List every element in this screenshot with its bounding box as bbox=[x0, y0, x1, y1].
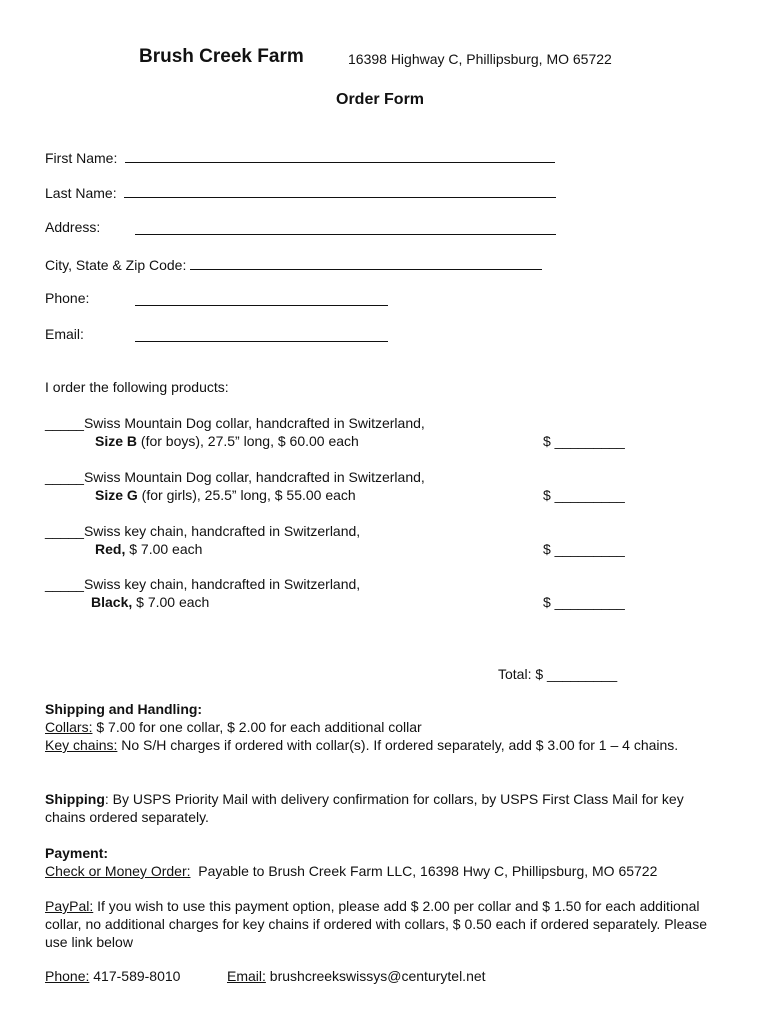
contact-email bbox=[227, 968, 486, 984]
address-field[interactable] bbox=[135, 220, 556, 235]
farm-address: 16398 Highway C, Phillipsburg, MO 65722 bbox=[348, 51, 612, 67]
product-variant: Red, bbox=[95, 541, 126, 557]
product-price-text: $ 7.00 each bbox=[132, 594, 210, 610]
first-name-field[interactable] bbox=[125, 148, 555, 163]
product-variant: Black, bbox=[91, 594, 133, 610]
paypal-section bbox=[45, 897, 715, 951]
product-description: Swiss key chain, handcrafted in Switzerland, bbox=[83, 576, 361, 592]
paypal-text: If you wish to use this payment option, please add $ 2.00 per collar and $ 1.50 for each additional collar, no additional charges for key chains if ordered with collars, $ 0.50 each if ordered separately. Please use link below bbox=[45, 898, 707, 950]
product-description: Swiss key chain, handcrafted in Switzerland, bbox=[83, 523, 361, 539]
collars-text: $ 7.00 for one collar, $ 2.00 for each additional collar bbox=[92, 719, 422, 735]
last-name-field[interactable] bbox=[124, 183, 556, 198]
quantity-blank[interactable]: _____ bbox=[45, 469, 84, 485]
check-label: Check or Money Order: bbox=[45, 863, 191, 879]
product-variant: Size G bbox=[95, 487, 138, 503]
payment-section bbox=[45, 844, 715, 880]
product-description: Swiss Mountain Dog collar, handcrafted in Switzerland, bbox=[83, 415, 425, 431]
contact-phone-value[interactable]: 417-589-8010 bbox=[89, 968, 181, 984]
shipping-label: Shipping bbox=[45, 791, 105, 807]
city-state-zip-row bbox=[45, 255, 542, 273]
farm-name: Brush Creek Farm bbox=[139, 46, 304, 67]
total-field[interactable]: Total: $ _________ bbox=[498, 666, 618, 682]
price-field[interactable]: $ _________ bbox=[543, 487, 625, 503]
phone-field[interactable] bbox=[135, 291, 388, 306]
products-intro: I order the following products: bbox=[45, 379, 229, 395]
keychains-text: No S/H charges if ordered with collar(s). If ordered separately, add $ 3.00 for 1 – 4 chains. bbox=[117, 737, 679, 753]
collars-label: Collars: bbox=[45, 719, 93, 735]
product-price-text: $ 7.00 each bbox=[125, 541, 203, 557]
email-field[interactable] bbox=[135, 327, 388, 342]
price-field[interactable]: $ _________ bbox=[543, 541, 625, 557]
paypal-label: PayPal: bbox=[45, 898, 94, 914]
shipping-handling-heading: Shipping and Handling: bbox=[45, 701, 203, 717]
product-price-text: (for girls), 25.5” long, $ 55.00 each bbox=[137, 487, 356, 503]
product-description: Swiss Mountain Dog collar, handcrafted in Switzerland, bbox=[83, 469, 425, 485]
product-price-text: (for boys), 27.5” long, $ 60.00 each bbox=[137, 433, 359, 449]
first-name-row bbox=[45, 148, 555, 166]
shipping-section bbox=[45, 790, 715, 826]
quantity-blank[interactable]: _____ bbox=[45, 415, 84, 431]
last-name-label: Last Name: bbox=[45, 185, 117, 201]
city-state-zip-field[interactable] bbox=[190, 255, 542, 270]
city-state-zip-label: City, State & Zip Code: bbox=[45, 257, 187, 273]
check-text: Payable to Brush Creek Farm LLC, 16398 Hwy C, Phillipsburg, MO 65722 bbox=[190, 863, 658, 879]
page-title: Order Form bbox=[336, 91, 425, 108]
price-field[interactable]: $ _________ bbox=[543, 594, 625, 610]
phone-label: Phone: bbox=[45, 290, 90, 306]
email-label: Email: bbox=[45, 326, 84, 342]
contact-phone bbox=[45, 968, 180, 984]
quantity-blank[interactable]: _____ bbox=[45, 523, 84, 539]
shipping-text: : By USPS Priority Mail with delivery confirmation for collars, by USPS First Class Mail for key chains ordered separately. bbox=[45, 791, 684, 825]
product-variant: Size B bbox=[95, 433, 138, 449]
keychains-label: Key chains: bbox=[45, 737, 118, 753]
last-name-row bbox=[45, 183, 556, 201]
first-name-label: First Name: bbox=[45, 150, 118, 166]
price-field[interactable]: $ _________ bbox=[543, 433, 625, 449]
contact-phone-label: Phone: bbox=[45, 968, 90, 984]
contact-email-label: Email: bbox=[227, 968, 266, 984]
payment-heading: Payment: bbox=[45, 845, 109, 861]
contact-email-value[interactable]: brushcreekswissys@centurytel.net bbox=[265, 968, 486, 984]
address-label: Address: bbox=[45, 219, 101, 235]
shipping-handling-section bbox=[45, 700, 715, 754]
quantity-blank[interactable]: _____ bbox=[45, 576, 84, 592]
